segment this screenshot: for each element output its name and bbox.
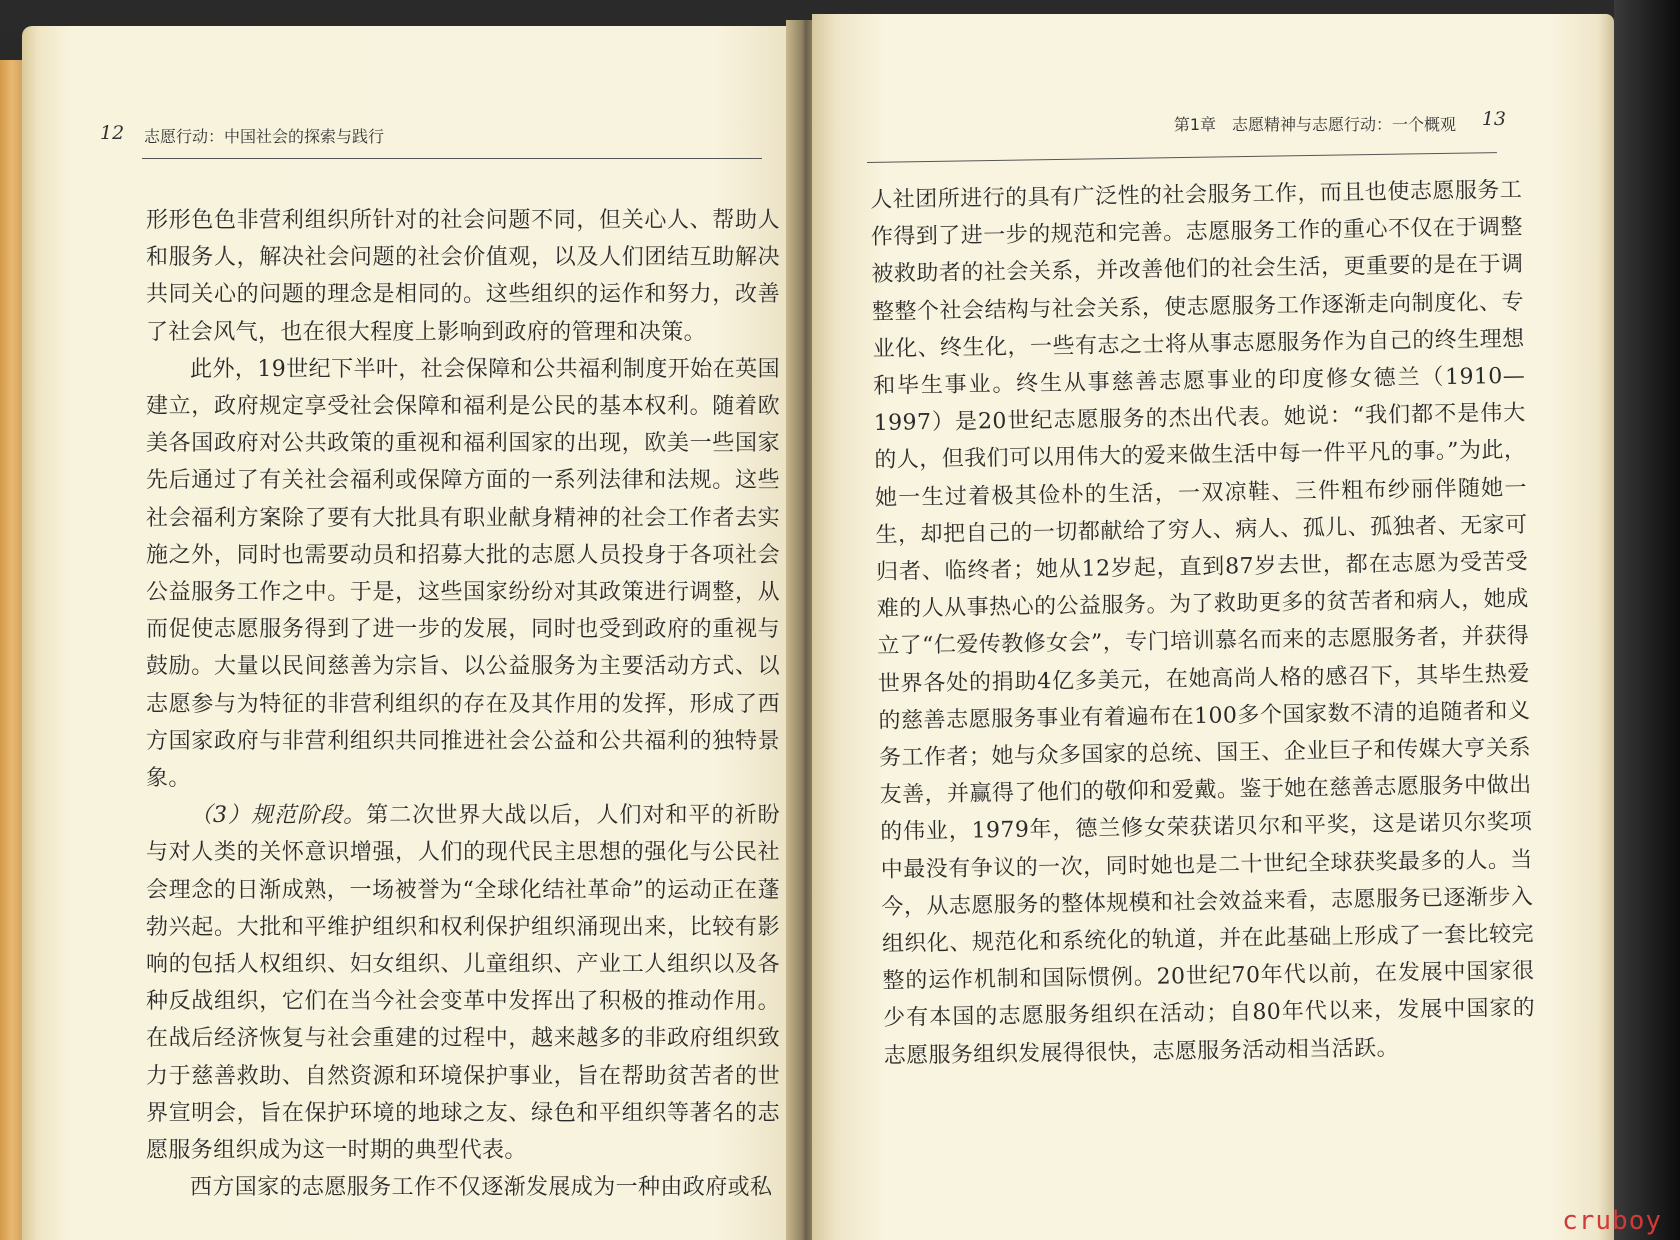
right-page-body [870,172,1536,1075]
paragraph: 此外，19世纪下半叶，社会保障和公共福利制度开始在英国建立，政府规定享受社会保障和福利是公民的基本权利。随着欧美各国政府对公共政策的重视和福利国家的出现，欧美一些国家先后通过了有关社会福利或保障方面的一系列法律和法规。这些社会福利方案除了要有大批具有职业献身精神的社会工作者去实施之外，同时也需要动员和招募大批的志愿人员投身于各项社会公益服务工作之中。于是，这些国家纷纷对其政策进行调整，从而促使志愿服务得到了进一步的发展，同时也受到政府的重视与鼓励。大量以民间慈善为宗旨、以公益服务为主要活动方式、以志愿参与为特征的非营利组织的存在及其作用的发挥，形成了西方国家政府与非营利组织共同推进社会公益和公共福利的独特景象。 [146,356,780,792]
right-header-rule [867,152,1497,163]
scanner-watermark: cruboy [1562,1206,1662,1236]
left-header-rule [142,158,762,159]
left-page-body [146,202,780,1206]
left-page [22,26,810,1240]
paragraph: 西方国家的志愿服务工作不仅逐渐发展成为一种由政府或私 [190,1175,773,1201]
left-page-number: 12 [100,122,125,144]
right-page-header [812,110,1614,140]
paragraph: 人社团所进行的具有广泛性的社会服务工作，而且也使志愿服务工作得到了进一步的规范和完善。志愿服务工作的重心不仅在于调整被救助者的社会关系，并改善他们的社会生活，更重要的是在于调整整个社会结构与社会关系，使志愿服务工作逐渐走向制度化、专业化、终生化，一些有志之士将从事志愿服务作为自己的终生理想和毕生事业。终生从事慈善志愿事业的印度修女德兰（1910—1997）是20世纪志愿服务的杰出代表。她说：“我们都不是伟大的人，但我们可以用伟大的爱来做生活中每一件平凡的事。”为此，她一生过着极其俭朴的生活，一双凉鞋、三件粗布纱丽伴随她一生，却把自己的一切都献给了穷人、病人、孤儿、孤独者、无家可归者、临终者；她从12岁起，直到87岁去世，都在志愿为受苦受难的人从事热心的公益服务。为了救助更多的贫苦者和病人，她成立了“仁爱传教修女会”，专门培训慕名而来的志愿服务者，并获得世界各处的捐助4亿多美元，在她高尚人格的感召下，其毕生热爱的慈善志愿服务事业有着遍布在100多个国家数不清的追随者和义务工作者；她与众多国家的总统、国王、企业巨子和传媒大亨关系友善，并赢得了他们的敬仰和爱戴。鉴于她在慈善志愿服务中做出的伟业，1979年，德兰修女荣获诺贝尔和平奖，这是诺贝尔奖项中最没有争议的一次，同时她也是二十世纪全球获奖最多的人。当今，从志愿服务的整体规模和社会效益来看，志愿服务已逐渐步入组织化、规范化和系统化的轨道，并在此基础上形成了一套比较完整的运作机制和国际惯例。20世纪70年代以前，在发展中国家很少有本国的志愿服务组织在活动；自80年代以来，发展中国家的志愿服务组织发展得很快，志愿服务活动相当活跃。 [870,177,1536,1069]
paragraph [146,797,780,1169]
book-cover-edge [1614,0,1680,1240]
page-edge-left [0,60,24,1240]
right-running-title: 第1章 志愿精神与志愿行动：一个概观 [1173,115,1456,134]
right-page [812,14,1614,1240]
paragraph-text: 第二次世界大战以后，人们对和平的祈盼与对人类的关怀意识增强，人们的现代民主思想的强化与公民社会理念的日渐成熟，一场被誉为“全球化结社革命”的运动正在蓬勃兴起。大批和平维护组织和权利保护组织涌现出来，比较有影响的包括人权组织、妇女组织、儿童组织、产业工人组织以及各种反战组织，它们在当今社会变革中发挥出了积极的推动作用。在战后经济恢复与社会重建的过程中，越来越多的非政府组织致力于慈善救助、自然资源和环境保护事业，旨在帮助贫苦者的世界宣明会，旨在保护环境的地球之友、绿色和平组织等著名的志愿服务组织成为这一时期的典型代表。 [146,803,781,1164]
right-page-number: 13 [1481,108,1506,130]
left-page-header [22,122,810,152]
paragraph: 形形色色非营利组织所针对的社会问题不同，但关心人、帮助人和服务人，解决社会问题的社会价值观，以及人们团结互助解决共同关心的问题的理念是相同的。这些组织的运作和努力，改善了社会风气，也在很大程度上影响到政府的管理和决策。 [146,208,780,345]
section-lead: （3）规范阶段。 [190,803,367,829]
left-running-title: 志愿行动：中国社会的探索与践行 [144,127,385,146]
